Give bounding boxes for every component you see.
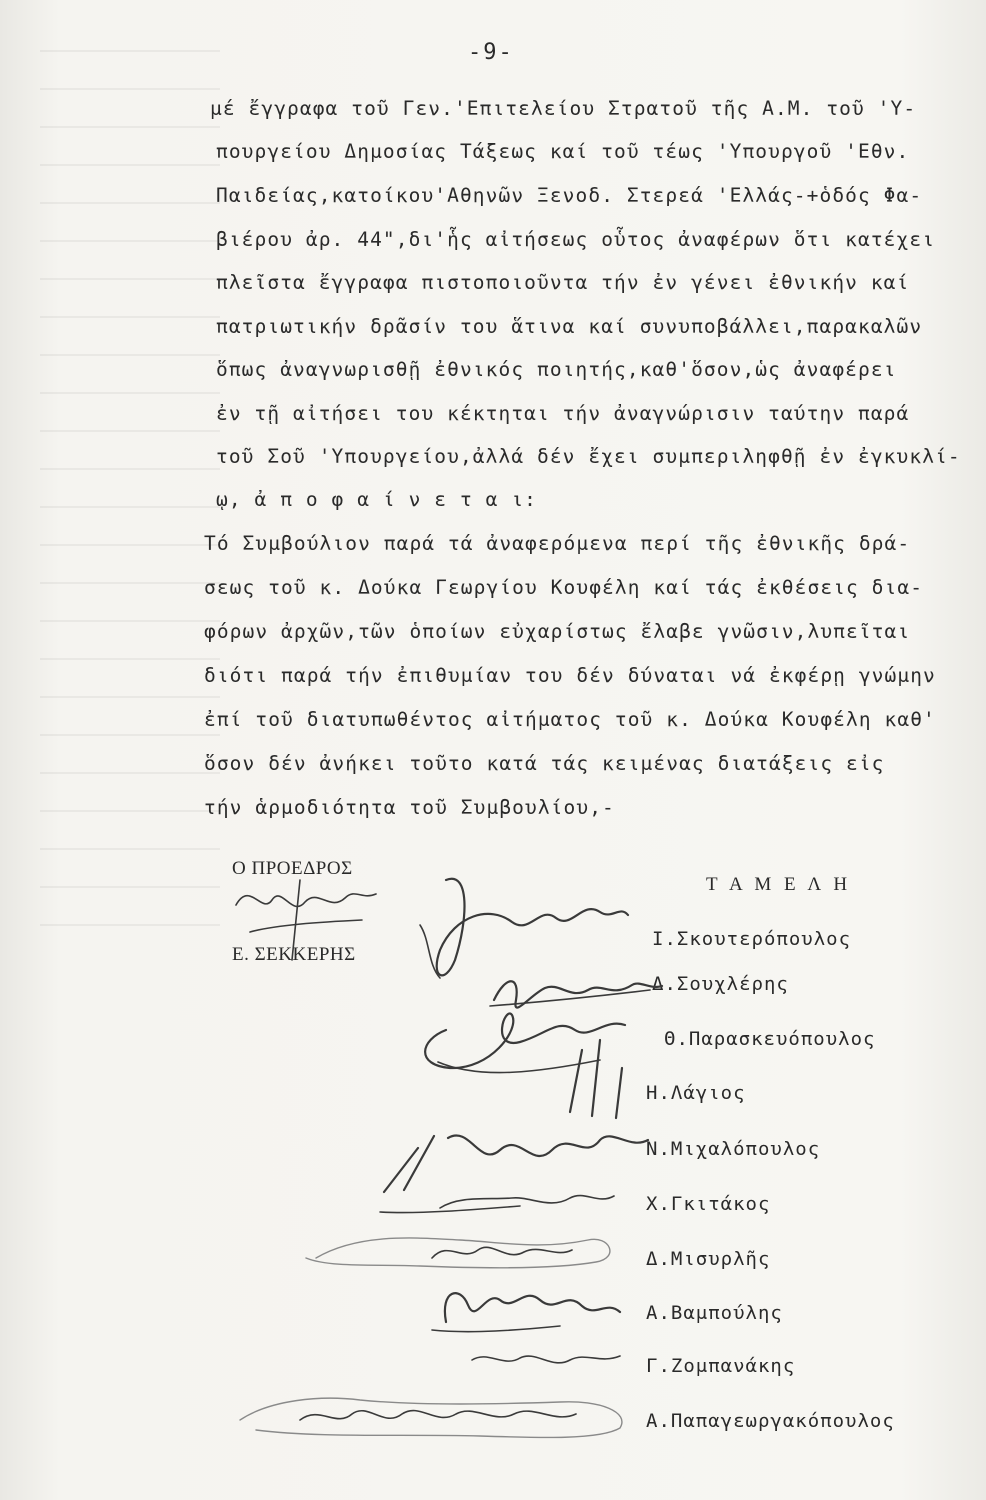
- member-signature-8: [432, 1293, 620, 1332]
- president-name: Ε. ΣΕΚΚΕΡΗΣ: [232, 944, 356, 965]
- text-line: μέ ἔγγραφα τοῦ Γεν.'Επιτελείου Στρατοῦ τῆς Α.Μ. τοῦ 'Υ-: [210, 97, 917, 120]
- text-line: πουργείου Δημοσίας Τάξεως καί τοῦ τέως 'Υπουργοῦ 'Εθν.: [216, 140, 910, 163]
- member-signature-7: [306, 1238, 610, 1268]
- member-name: Ι.Σκουτερόπουλος: [652, 928, 852, 950]
- member-signature-1: [420, 879, 628, 978]
- member-name: Δ.Σουχλέρης: [652, 973, 789, 995]
- member-signature-4: [570, 1040, 622, 1118]
- member-signature-6: [380, 1196, 614, 1213]
- member-name: Α.Βαμπούλης: [646, 1302, 783, 1324]
- text-line: διότι παρά τήν ἐπιθυμίαν του δέν δύναται νά ἐκφέρῃ γνώμην: [204, 664, 936, 687]
- members-title: Τ Α Μ Ε Λ Η: [706, 874, 852, 895]
- text-line: τήν ἁρμοδιότητα τοῦ Συμβουλίου,-: [204, 796, 615, 819]
- president-signature: [236, 880, 376, 960]
- member-name: Ν.Μιχαλόπουλος: [646, 1138, 821, 1160]
- text-line: Τό Συμβούλιον παρά τά ἀναφερόμενα περί τῆς ἐθνικῆς δρά-: [204, 532, 911, 555]
- member-signature-9: [472, 1356, 620, 1363]
- president-title: Ο ΠΡΟΕΔΡΟΣ: [232, 858, 353, 879]
- member-name: Η.Λάγιος: [646, 1082, 746, 1104]
- text-line: Παιδείας,κατοίκου'Αθηνῶν Ξενοδ. Στερεά 'Ελλάς-+ὁδός Φα-: [216, 184, 923, 207]
- text-line: φόρων ἀρχῶν,τῶν ὁποίων εὐχαρίστως ἔλαβε γνῶσιν,λυπεῖται: [204, 620, 911, 643]
- text-line: σεως τοῦ κ. Δούκα Γεωργίου Κουφέλη καί τάς ἐκθέσεις δια-: [204, 576, 924, 599]
- member-name: Γ.Ζομπανάκης: [646, 1355, 796, 1377]
- member-name: Α.Παπαγεωργακόπουλος: [646, 1410, 895, 1432]
- text-line: τοῦ Σοῦ 'Υπουργείου,ἀλλά δέν ἔχει συμπεριληφθῇ ἐν ἐγκυκλί-: [216, 445, 961, 468]
- text-line: πλεῖστα ἔγγραφα πιστοποιοῦντα τήν ἐν γένει ἐθνικήν καί: [216, 271, 910, 294]
- text-line: ἐπί τοῦ διατυπωθέντος αἰτήματος τοῦ κ. Δούκα Κουφέλη καθ': [204, 708, 936, 731]
- member-name: Θ.Παρασκευόπουλος: [664, 1028, 876, 1050]
- text-line: πατριωτικήν δρᾶσίν του ἅτινα καί συνυποβάλλει,παρακαλῶν: [216, 315, 923, 338]
- text-line: ἐν τῇ αἰτήσει του κέκτηται τήν ἀναγνώρισιν ταύτην παρά: [216, 402, 910, 425]
- text-line: βιέρου ἀρ. 44",δι'ἧς αἰτήσεως οὗτος ἀναφέρων ὅτι κατέχει: [216, 228, 936, 251]
- member-name: Χ.Γκιτάκος: [646, 1193, 771, 1215]
- text-line: ὅπως ἀναγνωρισθῇ ἐθνικός ποιητής,καθ'ὅσον,ὡς ἀναφέρει: [216, 358, 897, 381]
- text-line: ῳ, ἀ π ο φ α ί ν ε τ α ι:: [216, 488, 537, 511]
- member-signature-10: [240, 1398, 622, 1437]
- member-signature-5: [384, 1136, 648, 1192]
- member-signature-2: [490, 981, 662, 1007]
- text-line: ὅσον δέν ἀνήκει τοῦτο κατά τάς κειμένας διατάξεις εἰς: [204, 752, 885, 775]
- member-signature-3: [425, 1014, 625, 1073]
- page-number: -9-: [468, 40, 514, 65]
- member-name: Δ.Μισυρλῆς: [646, 1248, 771, 1270]
